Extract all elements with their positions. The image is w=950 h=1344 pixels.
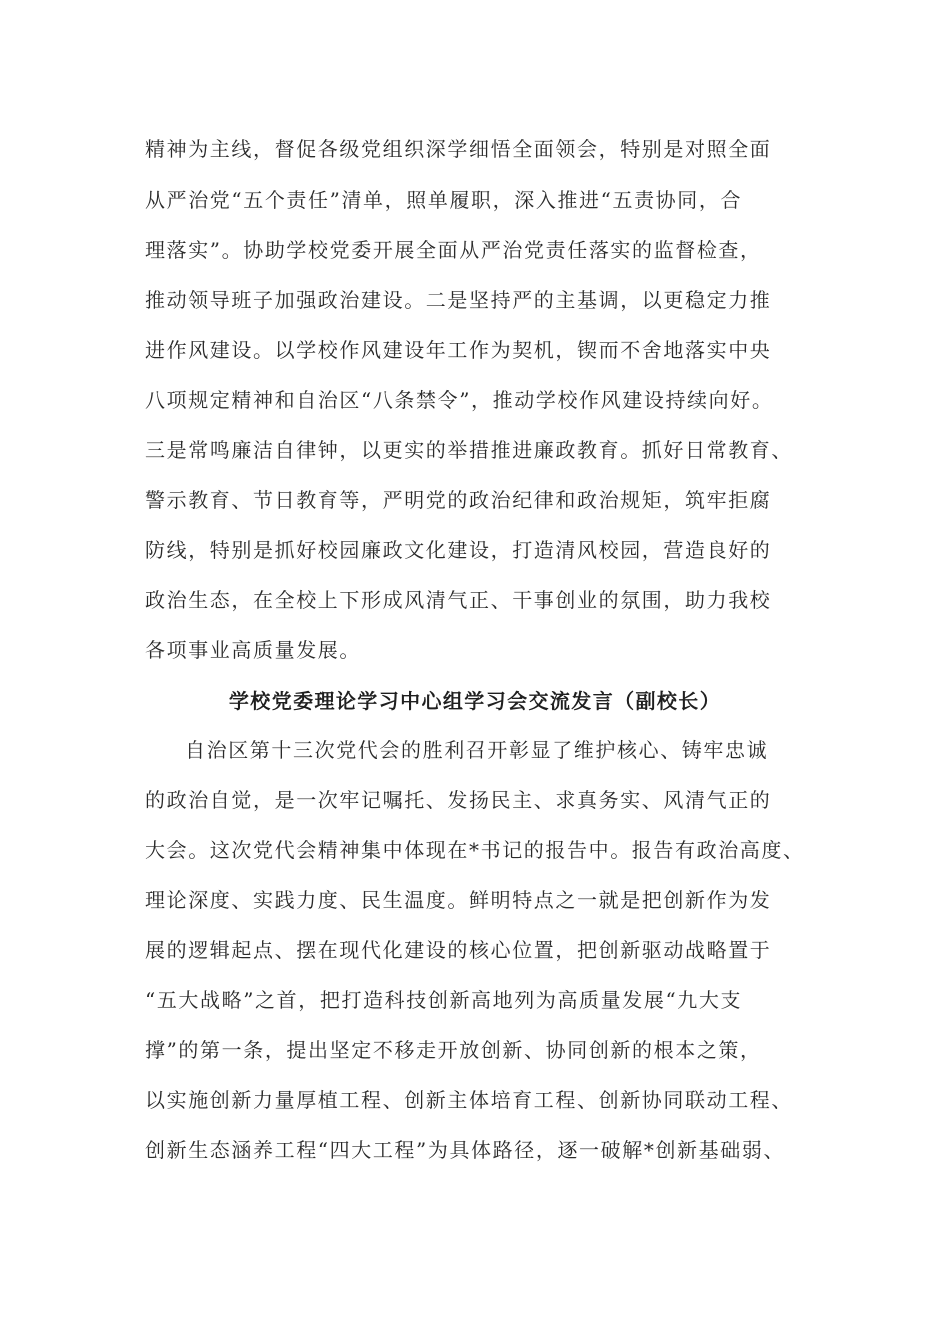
paragraph-2-line-5: 展的逻辑起点、摆在现代化建设的核心位置，把创新驱动战略置于 (145, 938, 772, 962)
paragraph-1-line-2: 从严治党“五个责任”清单，照单履职，深入推进“五责协同，合 (145, 188, 743, 212)
paragraph-1-line-4: 推动领导班子加强政治建设。二是坚持严的主基调，以更稳定力推 (145, 288, 772, 312)
paragraph-1-line-8: 警示教育、节日教育等，严明党的政治纪律和政治规矩，筑牢拒腐 (145, 488, 772, 512)
paragraph-1-line-5: 进作风建设。以学校作风建设年工作为契机，锲而不舍地落实中央 (145, 338, 772, 362)
paragraph-1-line-7: 三是常鸣廉洁自律钟，以更实的举措推进廉政教育。抓好日常教育、 (145, 438, 793, 462)
paragraph-2-line-4: 理论深度、实践力度、民生温度。鲜明特点之一就是把创新作为发 (145, 888, 772, 912)
paragraph-2-line-2: 的政治自觉，是一次牢记嘱托、发扬民主、求真务实、风清气正的 (145, 788, 772, 812)
paragraph-1-line-9: 防线，特别是抓好校园廉政文化建设，打造清风校园，营造良好的 (145, 538, 772, 562)
paragraph-1-line-11: 各项事业高质量发展。 (145, 638, 361, 662)
paragraph-1-line-3: 理落实”。协助学校党委开展全面从严治党责任落实的监督检查， (145, 238, 762, 262)
paragraph-2-line-9: 创新生态涵养工程“四大工程”为具体路径，逐一破解*创新基础弱、 (145, 1138, 786, 1162)
paragraph-2-line-3: 大会。这次党代会精神集中体现在*书记的报告中。报告有政治高度、 (145, 838, 805, 862)
section-title: 学校党委理论学习中心组学习会交流发言（副校长） (228, 689, 722, 713)
paragraph-2-line-6: “五大战略”之首，把打造科技创新高地列为高质量发展“九大支 (145, 988, 743, 1012)
paragraph-1-line-1: 精神为主线，督促各级党组织深学细悟全面领会，特别是对照全面 (145, 137, 772, 161)
paragraph-2-line-7: 撑”的第一条，提出坚定不移走开放创新、协同创新的根本之策， (145, 1038, 762, 1062)
paragraph-2-line-1: 自治区第十三次党代会的胜利召开彰显了维护核心、铸牢忠诚 (185, 738, 769, 762)
paragraph-2-line-8: 以实施创新力量厚植工程、创新主体培育工程、创新协同联动工程、 (145, 1088, 793, 1112)
paragraph-1-line-6: 八项规定精神和自治区“八条禁令”，推动学校作风建设持续向好。 (145, 388, 774, 412)
paragraph-1-line-10: 政治生态，在全校上下形成风清气正、干事创业的氛围，助力我校 (145, 588, 772, 612)
